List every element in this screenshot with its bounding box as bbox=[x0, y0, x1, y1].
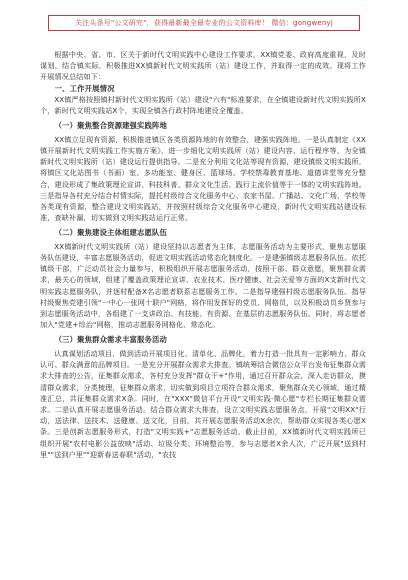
subsection-heading-3: （三）聚焦群众需求丰富服务活动 bbox=[54, 335, 168, 345]
intro-paragraph: 根据中央、省、市、区关于新时代文明实践中心建设工作要求，XX镇党委、政府高度重视，及时谋划，结合镇实际，积极推进XX镇新时代文明实践所（站）建设工作，并取得一定的成效。现将工作开展情况总结如下： bbox=[40, 50, 366, 82]
promo-banner: 关注头条号"公文研究"，获得最新最全最专业的公文资料库！ 微信：gongwenyj bbox=[48, 15, 360, 31]
document-body bbox=[40, 49, 366, 460]
section-heading-1: 一、工作开展情况 bbox=[54, 83, 115, 93]
subsection-heading-2: （二）聚焦建设主体组建志愿队伍 bbox=[54, 228, 168, 238]
paragraph-volunteers: XX镇新时代文明实践所（站）建设坚持以志愿者为主体，志愿服务活动为主要形式，聚焦志愿服务队伍建设，丰富志愿服务活动，促进文明实践活动常态化制度化。一是建强镇级志愿服务队伍。依托镇级干部，广泛动员社会力量参与，积极组织开展志愿服务活动，按照干部、群众意愿，聚焦群众需求，最关心的领域，组建了覆盖政策理论宣讲、农业技术、医疗健康、社会关爱等方面的X支新时代文明实践志愿服务队，并逐村配备X名志愿者联系志愿服务工作。二是指导建强村级志愿服务队伍。指导村级聚焦党建引领"一中心一张网十联户"网格，将作用发挥好的党员、网格员，以及积极动员乡贤参与到志愿服务活动中，各组建了一支讲政治、有技能、有资源、在基层的志愿服务队伍。同时，将志愿者加入"党建+综治"网格，推动志愿服务网格化、常态化。 bbox=[40, 241, 366, 330]
paragraph-overview: XX镇严格按照镇村新时代文明实践所（站）建设"六有"标准要求，在全镇建设新时代文明实践所X个，新时代文明实践站X个，实现全镇各行政村阵地建设全覆盖。 bbox=[40, 95, 366, 116]
paragraph-activities: 认真谋划活动项目，做到活动开展项目化、清单化、品牌化，着力打造一批具有一定影响力、群众认可、群众满意的品牌项目。一是充分开展群众需求大排查。镇统筹结合微信公众平台发布征集群众需求大排查的公告，征集群众需求，各村充分发挥"群众干+"作用，通过召开群众会，深入走访群众，摸清群众需求，分类梳理，征集群众需求，切实做到项目立项符合群众需求，聚焦群众关心领域，通过精准汇总，共征集群众需求X条。同时，在"XXX"微信平台开设"文明实践·微心愿"专栏长期征集群众需求。二是认真开展志愿服务活动。结合群众需求大排查，设立文明实践志愿服务点，开展"文明XX"行动，送法律、送技术、送健康、送文化，目前，共开展志愿服务活动X余次，帮助群众实现各类心愿X条。三是创新志愿服务形式，打造"文明实践+"志愿服务活动，截止目前，XX镇新时代文明实践所已组织开展"农村电影公益放映"活动、垃圾分类、环境整治等，参与志愿者X余人次，广泛开展"送到村里""送到户里""迎新春送春联"活动，"农技 bbox=[40, 348, 366, 459]
paragraph-positions: XX镇立足现有资源，积极推进镇区各类资源阵地的有效整合，建强实践阵地。一是认真制定《XX镇开展新时代文明实践工作实施方案》，进一步细化文明实践所（站）建设内容、运行程序等，为全镇新时代文明实践所（站）建设运行提供指导。二是充分利用文化站等现有资源，建设镇级文明实践所，将镇区文化站图书（书画）室、多功能室、健身区、篮球场、学校禁毒教育基地、道德讲堂等充分整合，建设形成了集政策理论宣讲、科技科普、群众文化生活、践行主流价值等于一体的文明实践阵地。三是指导各村充分结合村情实际，提托村级综合文化服务中心、农家书屋、广播站、文化广场、学校等各类现有资源，整合建设文明实践站，并按照村级综合文化服务中心建设，新时代文明实践站建设标准，查缺补漏，切实做到文明实践站运行正常。 bbox=[40, 134, 366, 223]
subsection-heading-1: （一）聚焦整合资源建强实践阵地 bbox=[54, 121, 168, 131]
